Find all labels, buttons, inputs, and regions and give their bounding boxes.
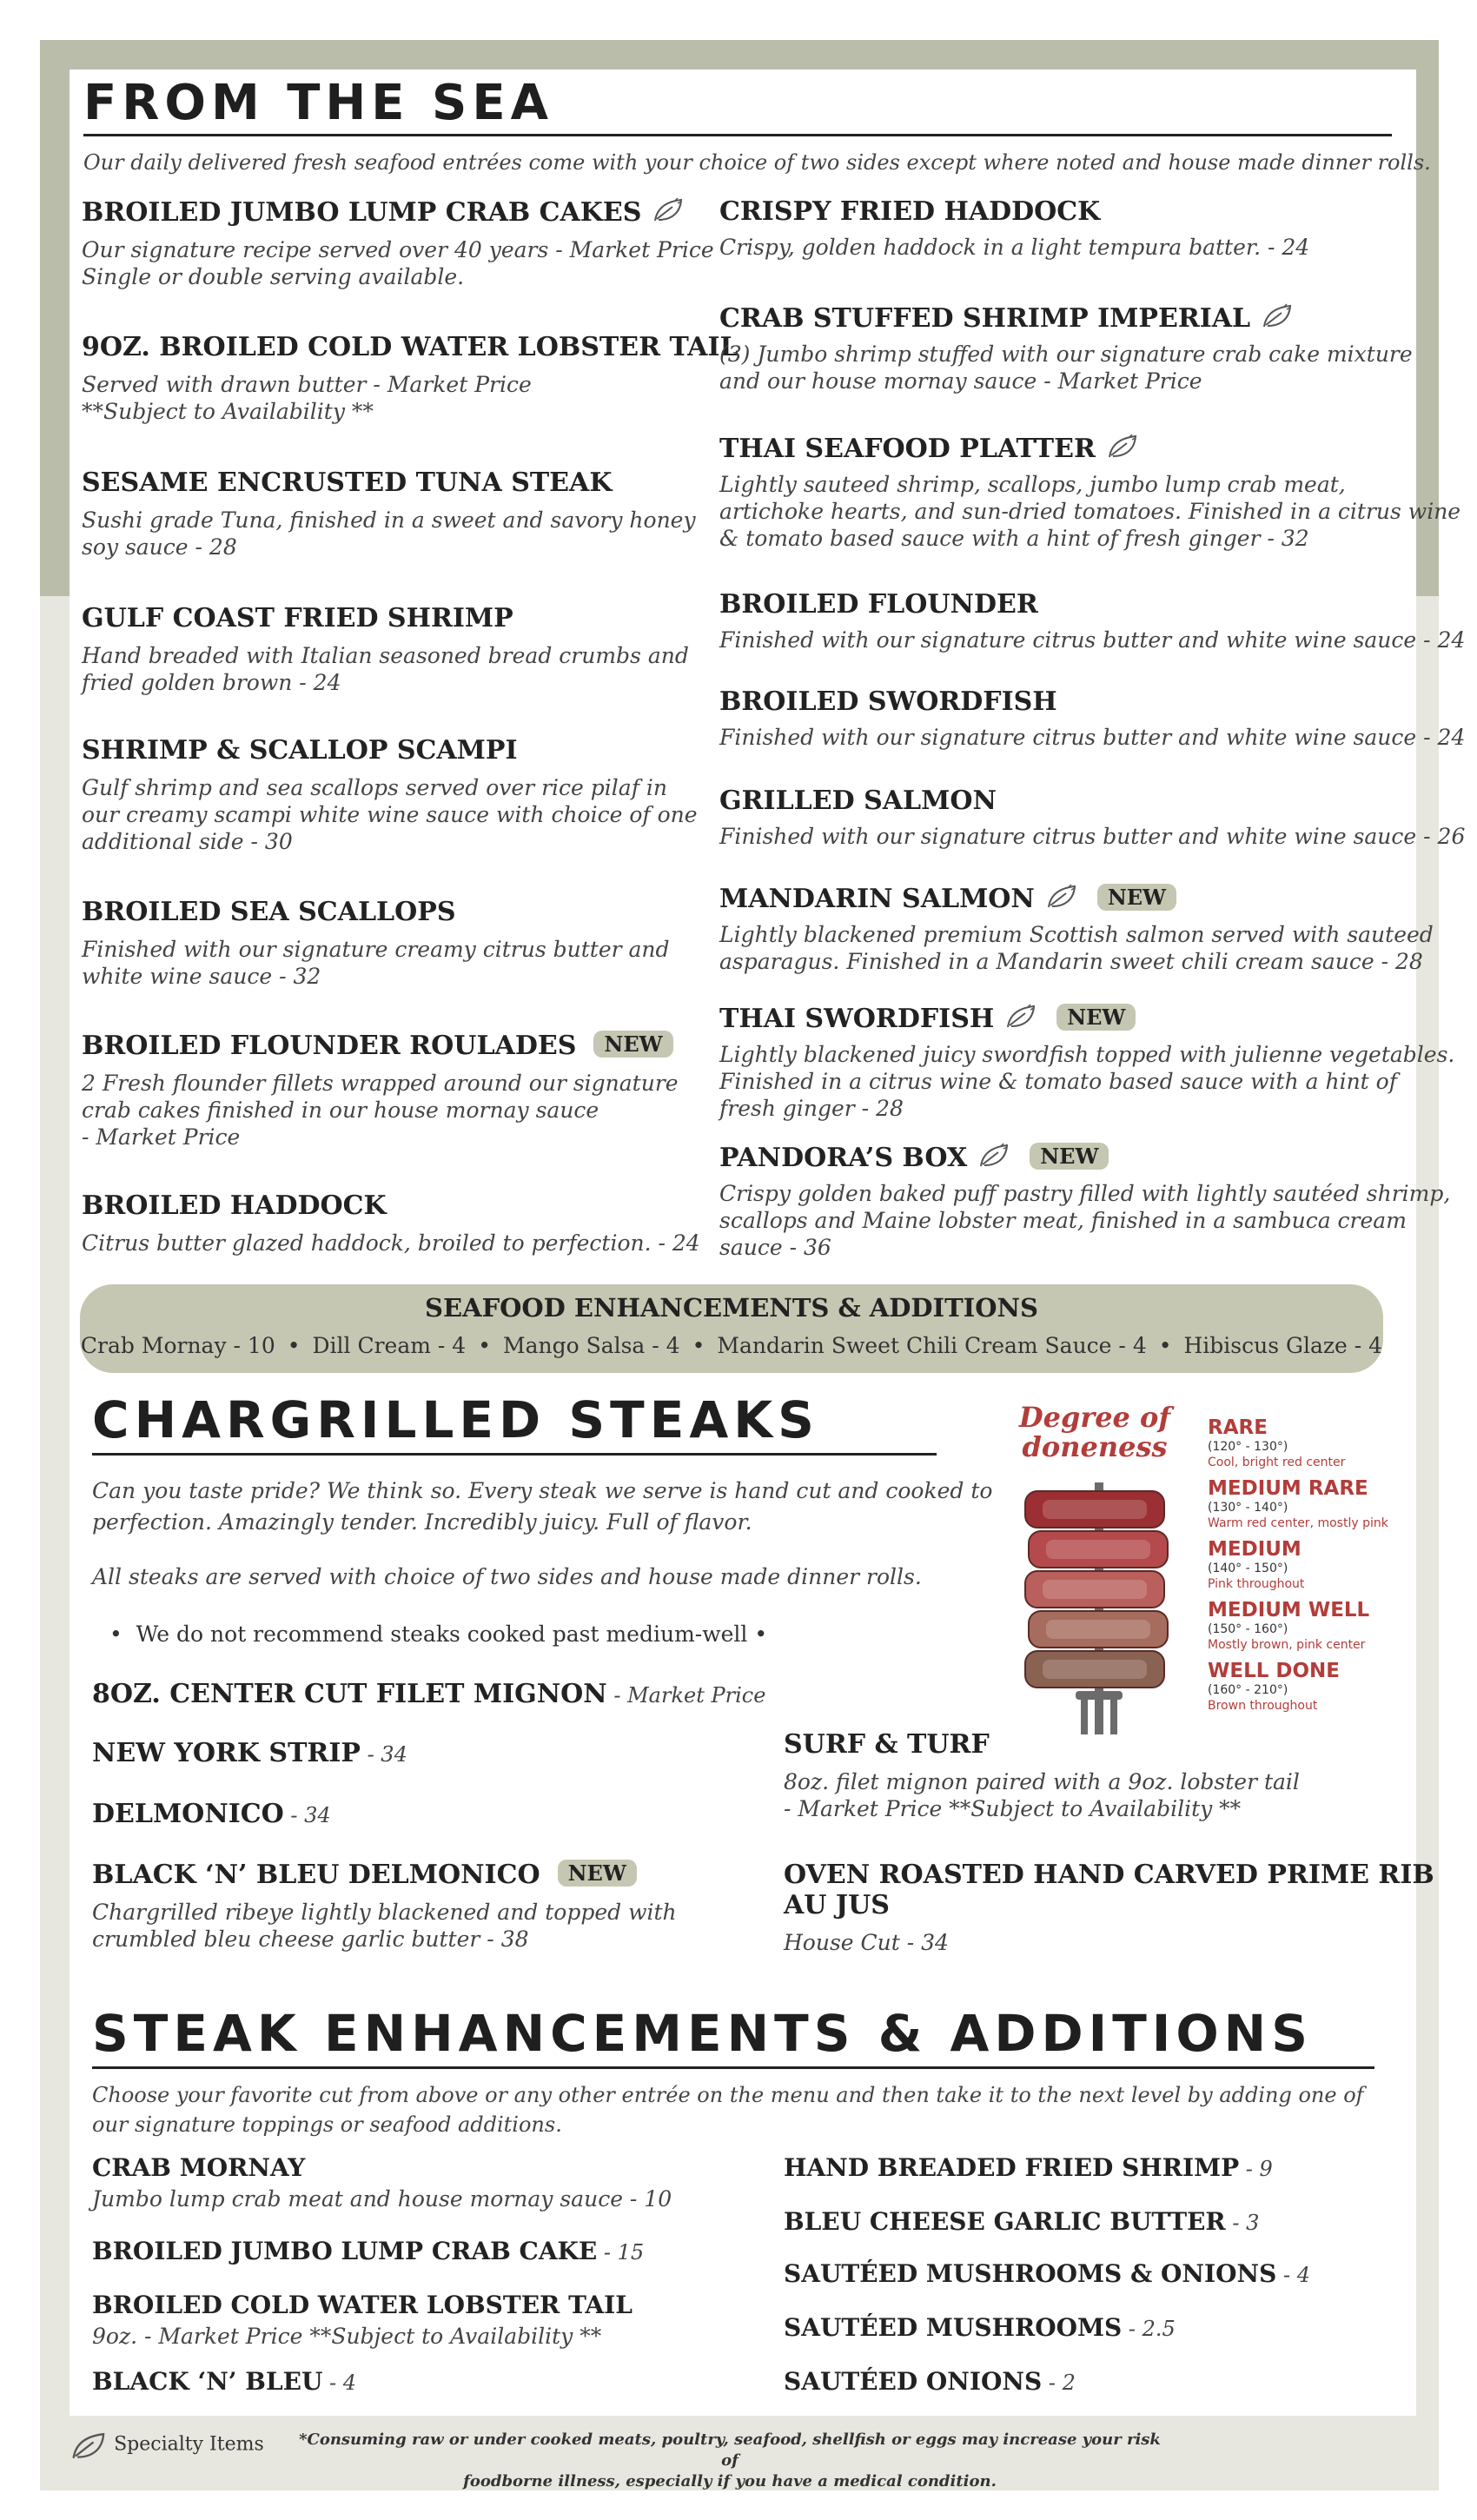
menu-item-description: Our signature recipe served over 40 years - Market Price Single or double serving available.: [82, 237, 714, 289]
menu-item-price: - 2.5: [1122, 2317, 1176, 2341]
steak-stack-graphic: [1008, 1474, 1199, 1743]
leaf-icon: [70, 2430, 109, 2463]
menu-item: [719, 1003, 1454, 1122]
menu-item-description: Lightly sauteed shrimp, scallops, jumbo lump crab meat, artichoke hearts, and sun-dried tomatoes. Finished in a citrus wine & tomato based sauce with a hint of fresh ginger - 32: [719, 472, 1461, 551]
menu-item-description: Finished with our signature citrus butter and white wine sauce - 26: [719, 824, 1466, 849]
doneness-name: WELL DONE: [1208, 1660, 1341, 1682]
menu-item-description: House Cut - 34: [784, 1930, 949, 1955]
doneness-level: [1208, 1660, 1407, 1714]
separator-dot: •: [478, 1333, 491, 1358]
leaf-icon: [1004, 1003, 1039, 1031]
new-badge: NEW: [593, 1031, 672, 1058]
doneness-description: Pink throughout: [1208, 1577, 1305, 1591]
menu-item: [82, 897, 670, 990]
menu-item-description: Finished with our signature creamy citrus butter and white wine sauce - 32: [82, 937, 670, 989]
menu-item: [92, 1799, 331, 1829]
doneness-level: [1208, 1599, 1407, 1653]
steak-slice-center: [1043, 1500, 1147, 1519]
menu-item-price: - 2: [1042, 2371, 1076, 2395]
menu-item-name-text: MANDARIN SALMON: [719, 884, 1035, 914]
menu-item-name: [82, 1190, 700, 1221]
menu-item-description: Citrus butter glazed haddock, broiled to perfection. - 24: [82, 1230, 700, 1256]
menu-item: [82, 735, 698, 855]
menu-item-price: - 34: [283, 1803, 331, 1827]
menu-item-description: Lightly blackened juicy swordfish topped with julienne vegetables. Finished in a citrus wine & tomato based sauce with a hint of fresh ginger - 28: [719, 1042, 1455, 1121]
menu-item: [82, 1190, 700, 1257]
menu-item-description: Jumbo lump crab meat and house mornay sauce - 10: [92, 2186, 672, 2212]
menu-item-price: - 4: [1276, 2263, 1310, 2287]
leaf-icon: [1261, 302, 1295, 330]
menu-item-name-text: HAND BREADED FRIED SHRIMP: [784, 2153, 1240, 2182]
menu-item-name-text: SAUTÉED ONIONS: [784, 2367, 1043, 2396]
menu-item: [719, 786, 1465, 850]
leaf-icon: [652, 196, 686, 224]
menu-item-name: [784, 2367, 1076, 2396]
doneness-name: MEDIUM RARE: [1208, 1477, 1368, 1500]
menu-item-name: [719, 589, 1465, 620]
menu-item-name-text: GRILLED SALMON: [719, 786, 997, 816]
menu-item-name: [784, 2259, 1310, 2288]
specialty-label: Specialty Items: [114, 2433, 264, 2456]
doneness-description: Brown throughout: [1208, 1699, 1318, 1713]
menu-item-name: [719, 883, 1434, 914]
menu-item-name-text: BROILED SEA SCALLOPS: [82, 897, 456, 927]
separator-dot: •: [287, 1333, 301, 1358]
menu-item-name-text: BROILED SWORDFISH: [719, 686, 1057, 717]
menu-item: [784, 1860, 1434, 1956]
menu-item: [784, 2207, 1259, 2236]
doneness-graphic: [1008, 1403, 1199, 1741]
menu-item-name: [92, 1738, 407, 1768]
doneness-level: [1208, 1416, 1407, 1470]
menu-item: [92, 2367, 356, 2396]
menu-item: [92, 1860, 677, 1953]
menu-item-description: Crispy, golden haddock in a light tempura batter. - 24: [719, 235, 1310, 260]
menu-item-name-text: BROILED COLD WATER LOBSTER TAIL: [92, 2291, 633, 2319]
menu-item-name-text: SAUTÉED MUSHROOMS & ONIONS: [784, 2259, 1277, 2288]
menu-item-name: [82, 332, 738, 362]
menu-item: [719, 196, 1309, 261]
menu-item-price: - 9: [1239, 2157, 1273, 2181]
menu-item-name: [719, 196, 1309, 227]
menu-item-price: - 3: [1225, 2211, 1260, 2235]
menu-item-price: - 34: [360, 1742, 407, 1767]
menu-item-description: Finished with our signature citrus butter and white wine sauce - 24: [719, 725, 1466, 750]
leaf-icon: [1106, 433, 1141, 461]
menu-item-name: [82, 735, 698, 766]
menu-item: [784, 1729, 1300, 1822]
menu-item-description: Chargrilled ribeye lightly blackened and topped with crumbled bleu cheese garlic butter - 38: [92, 1900, 677, 1952]
doneness-temp: (120° - 130°): [1208, 1440, 1288, 1454]
separator-dot: •: [692, 1333, 705, 1358]
doneness-description: Mostly brown, pink center: [1208, 1638, 1366, 1652]
menu-item-description: Sushi grade Tuna, finished in a sweet and savory honey soy sauce - 28: [82, 507, 696, 560]
menu-item-description: Served with drawn butter - Market Price **Subject to Availability **: [82, 372, 532, 424]
menu-item: [92, 2291, 633, 2350]
menu-item-name: [92, 1799, 331, 1829]
bullet: •: [747, 1621, 768, 1647]
enhancement-item: Crab Mornay - 10: [80, 1333, 275, 1358]
steak-slice-center: [1046, 1620, 1150, 1639]
menu-item-price: - 15: [597, 2240, 645, 2265]
menu-item-name: [719, 1142, 1450, 1173]
steaks-doneness-note: [109, 1621, 767, 1647]
menu-item-name: [82, 1031, 679, 1061]
bullet: •: [109, 1621, 136, 1647]
menu-item-description: 2 Fresh flounder fillets wrapped around our signature crab cakes finished in our house mornay sauce - Market Price: [82, 1071, 679, 1150]
menu-item-name-text: SAUTÉED MUSHROOMS: [784, 2313, 1123, 2342]
menu-item-name-text: BROILED HADDOCK: [82, 1190, 387, 1221]
menu-item-name-text: BROILED JUMBO LUMP CRAB CAKES: [82, 197, 642, 228]
doneness-temp: (160° - 210°): [1208, 1683, 1288, 1697]
menu-item-description: Hand breaded with Italian seasoned bread crumbs and fried golden brown - 24: [82, 643, 689, 695]
menu-item-name-text: GULF COAST FRIED SHRIMP: [82, 603, 513, 633]
doneness-description: Cool, bright red center: [1208, 1456, 1346, 1469]
steaks-intro: Can you taste pride? We think so. Every steak we serve is hand cut and cooked to perfection. Amazingly tender. Incredibly juicy. Full of flavor.: [92, 1478, 993, 1535]
menu-item-name: [92, 1860, 677, 1890]
specialty-legend: [70, 2430, 264, 2463]
menu-item-price: - 4: [322, 2371, 357, 2395]
enhancement-item: Mango Salsa - 4: [502, 1333, 680, 1358]
leaf-icon: [977, 1142, 1012, 1170]
menu-item-name: [719, 1003, 1454, 1034]
menu-item-name: [92, 2367, 356, 2396]
doneness-temp: (140° - 150°): [1208, 1562, 1288, 1575]
new-badge: NEW: [1056, 1004, 1136, 1031]
menu-item-name-text: SURF & TURF: [784, 1729, 990, 1760]
menu-item-name: [92, 1679, 765, 1709]
menu-item-description: (3) Jumbo shrimp stuffed with our signature crab cake mixture and our house mornay sauce - Market Price: [719, 342, 1413, 394]
steak-enh-intro: Choose your favorite cut from above or any other entrée on the menu and then take it to the next level by adding one of our signature toppings or seafood additions.: [92, 2083, 1364, 2137]
menu-item: [82, 603, 689, 696]
menu-item-name-text: THAI SWORDFISH: [719, 1004, 995, 1034]
menu-item-name-text: BROILED FLOUNDER ROULADES: [82, 1031, 577, 1061]
menu-item: [719, 883, 1434, 975]
menu-item: [784, 2153, 1273, 2182]
doneness-name: MEDIUM: [1208, 1538, 1301, 1561]
menu-item-name: [82, 603, 689, 633]
fork-prong: [1081, 1691, 1088, 1734]
menu-item-name: [784, 2207, 1259, 2236]
new-badge: NEW: [558, 1860, 637, 1887]
menu-item-name: [719, 786, 1465, 816]
doneness-level: [1208, 1538, 1407, 1592]
menu-item-name-text: DELMONICO: [92, 1799, 284, 1829]
menu-item-name-text: 8OZ. CENTER CUT FILET MIGNON: [92, 1679, 607, 1709]
doneness-temp: (130° - 140°): [1208, 1501, 1288, 1515]
steak-enh-title: STEAK ENHANCEMENTS & ADDITIONS: [92, 2004, 1313, 2063]
menu-item-price: - Market Price: [606, 1683, 766, 1708]
menu-item-name-text: THAI SEAFOOD PLATTER: [719, 434, 1096, 464]
sea-title: FROM THE SEA: [83, 75, 553, 131]
menu-item-description: Gulf shrimp and sea scallops served over rice pilaf in our creamy scampi white wine sauce with choice of one additional side - 30: [82, 775, 698, 854]
menu-item-name: [784, 2313, 1176, 2342]
menu-item: [82, 332, 738, 425]
enhancement-item: Hibiscus Glaze - 4: [1183, 1333, 1383, 1358]
menu-item-name-text: SHRIMP & SCALLOP SCAMPI: [82, 735, 518, 766]
steak-slice-center: [1043, 1660, 1147, 1679]
enhancement-item: Dill Cream - 4: [312, 1333, 467, 1358]
menu-item-name: [719, 686, 1465, 717]
fork-prong: [1110, 1691, 1117, 1734]
seafood-enhancements-list: [80, 1333, 1383, 1358]
sea-title-rule: [83, 134, 1392, 136]
menu-item: [92, 2237, 644, 2265]
seafood-enhancements-title: SEAFOOD ENHANCEMENTS & ADDITIONS: [425, 1293, 1038, 1323]
menu-item: [719, 589, 1465, 653]
sea-intro: Our daily delivered fresh seafood entrées come with your choice of two sides except where noted and house made dinner rolls.: [83, 150, 1431, 175]
doneness-description: Warm red center, mostly pink: [1208, 1516, 1388, 1530]
enhancement-item: Mandarin Sweet Chili Cream Sauce - 4: [717, 1333, 1147, 1358]
menu-item: [784, 2367, 1076, 2396]
menu-item: [82, 1031, 679, 1151]
menu-item: [82, 468, 696, 560]
menu-item-description: 9oz. - Market Price **Subject to Availability **: [92, 2324, 602, 2349]
menu-item: [82, 196, 714, 290]
menu-item-name: [719, 433, 1460, 464]
doneness-name: MEDIUM WELL: [1208, 1599, 1370, 1621]
menu-item-name: [92, 2291, 633, 2319]
menu-item-name: [92, 2153, 672, 2182]
menu-item-name-text: CRAB MORNAY: [92, 2153, 306, 2182]
steak-enh-title-rule: [92, 2066, 1374, 2069]
menu-item: [92, 1738, 407, 1768]
separator-dot: •: [1158, 1333, 1172, 1358]
menu-item: [92, 1679, 765, 1709]
steaks-doneness-note-text: We do not recommend steaks cooked past medium-well: [136, 1621, 748, 1647]
menu-item-name-text: 9OZ. BROILED COLD WATER LOBSTER TAIL: [82, 332, 738, 362]
menu-item-name-text: BROILED FLOUNDER: [719, 589, 1038, 620]
steaks-title: CHARGRILLED STEAKS: [92, 1390, 819, 1449]
doneness-heading: Degree of doneness: [1018, 1401, 1171, 1463]
menu-item-name-text: OVEN ROASTED HAND CARVED PRIME RIB AU JUS: [784, 1860, 1434, 1920]
seafood-enhancements-box: [80, 1284, 1383, 1373]
menu-item-name: [784, 2153, 1273, 2182]
menu-item-name: [92, 2237, 644, 2265]
menu-item-name-text: SESAME ENCRUSTED TUNA STEAK: [82, 468, 613, 498]
new-badge: NEW: [1097, 884, 1176, 911]
menu-item-name-text: BLACK ‘N’ BLEU: [92, 2367, 323, 2396]
menu-item: [719, 1142, 1450, 1261]
menu-item-name: [82, 897, 670, 927]
menu-item: [719, 686, 1465, 751]
doneness-level: [1208, 1477, 1407, 1531]
menu-item-name: [784, 1860, 1434, 1920]
menu-item: [784, 2313, 1176, 2342]
menu-item-name-text: CRAB STUFFED SHRIMP IMPERIAL: [719, 303, 1251, 334]
menu-item-description: Crispy golden baked puff pastry filled with lightly sautéed shrimp, scallops and Maine lobster meat, finished in a sambuca cream sauce - 36: [719, 1181, 1451, 1260]
menu-item-name-text: PANDORA’S BOX: [719, 1143, 968, 1173]
menu-item-name-text: BLACK ‘N’ BLEU DELMONICO: [92, 1860, 540, 1890]
menu-item-name-text: BROILED JUMBO LUMP CRAB CAKE: [92, 2237, 598, 2265]
steak-slice-center: [1043, 1580, 1147, 1599]
steaks-sides-note: All steaks are served with choice of two sides and house made dinner rolls.: [92, 1564, 922, 1589]
doneness-name: RARE: [1208, 1416, 1268, 1439]
new-badge: NEW: [1030, 1143, 1109, 1170]
menu-item: [92, 2153, 672, 2212]
menu-item-description: Finished with our signature citrus butter and white wine sauce - 24: [719, 627, 1466, 653]
doneness-temp: (150° - 160°): [1208, 1622, 1288, 1636]
menu-item-name: [719, 302, 1413, 334]
menu-item-name-text: CRISPY FRIED HADDOCK: [719, 196, 1101, 227]
menu-item-description: Lightly blackened premium Scottish salmon served with sauteed asparagus. Finished in a Mandarin sweet chili cream sauce - 28: [719, 922, 1434, 974]
menu-item-name: [82, 468, 696, 498]
leaf-icon: [1045, 883, 1080, 911]
doneness-list: [1208, 1409, 1407, 1714]
menu-item-description: 8oz. filet mignon paired with a 9oz. lobster tail - Market Price **Subject to Availability **: [784, 1769, 1300, 1821]
food-safety-disclaimer: *Consuming raw or under cooked meats, poultry, seafood, shellfish or eggs may increase your risk of foodborne illness, especially if you have a medical condition.: [299, 2430, 1161, 2490]
steaks-title-rule: [92, 1453, 937, 1456]
menu-item-name: [82, 196, 714, 228]
menu-item-name-text: BLEU CHEESE GARLIC BUTTER: [784, 2207, 1226, 2236]
menu-item: [719, 302, 1413, 395]
menu-item: [784, 2259, 1310, 2288]
steak-slice-center: [1046, 1540, 1150, 1559]
menu-item-name-text: NEW YORK STRIP: [92, 1738, 361, 1768]
steak-slices: [1025, 1491, 1168, 1688]
menu-item: [719, 433, 1460, 552]
